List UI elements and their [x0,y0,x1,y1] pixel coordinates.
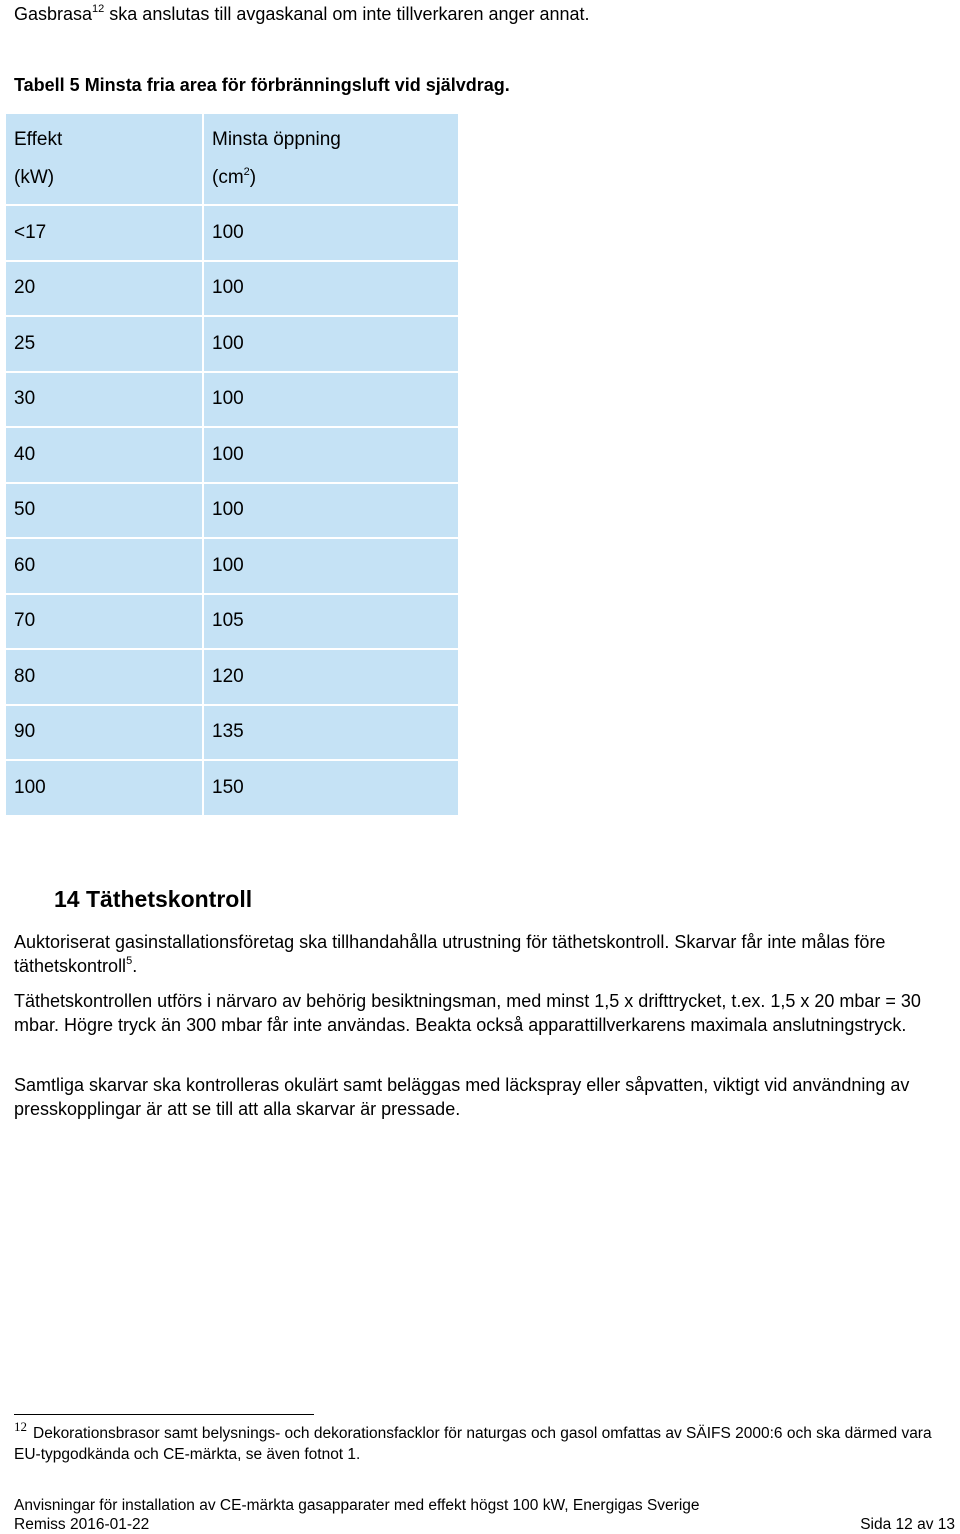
intro-post: ska anslutas till avgaskanal om inte tillverkaren anger annat. [104,4,590,24]
table-row [6,373,460,429]
cell-oppning: 100 [204,317,460,373]
table-row [6,317,460,373]
table-caption: Tabell 5 Minsta fria area för förbränningsluft vid självdrag. [14,75,510,95]
cell-oppning: 135 [204,706,460,762]
cell-oppning: 105 [204,595,460,651]
footer-remiss-date: Remiss 2016-01-22 [14,1516,150,1533]
paragraph-2: Täthetskontrollen utförs i närvaro av behörig besiktningsman, med minst 1,5 x drifttrycket, t.ex. 1,5 x 20 mbar = 30 mbar. Högre tryck än 300 mbar får inte användas. Beakta också apparattillverkarens maximala anslutningstryck. [14,991,921,1035]
header-oppning-label: Minsta öppning [212,129,341,150]
min-area-table [6,114,460,817]
paragraph-1-end: . [132,956,138,976]
paragraph-1 [14,930,944,978]
cell-effekt: 20 [6,262,204,318]
footnote-ref-12[interactable]: 12 [92,3,105,15]
cell-effekt: 70 [6,595,204,651]
header-effekt [6,114,204,206]
cell-oppning: 100 [204,428,460,484]
intro-pre: Gasbrasa [14,4,93,24]
cell-effekt: 100 [6,761,204,817]
table-row [6,595,460,651]
table-row [6,262,460,318]
cell-oppning: 150 [204,761,460,817]
header-oppning [204,114,460,206]
footer-page-number: Sida 12 av 13 [860,1516,955,1533]
cell-oppning: 100 [204,206,460,262]
cell-oppning: 120 [204,650,460,706]
table-header-row [6,114,460,206]
section-heading [54,886,252,913]
header-effekt-unit: (kW) [14,167,55,188]
footnote-text: Dekorationsbrasor samt belysnings- och dekorationsfacklor för naturgas och gasol omfattas av SÄIFS 2000:6 och ska därmed vara EU-typgodkända och CE-märkta, se även fotnot 1. [14,1425,932,1463]
table-row [6,428,460,484]
footnote-divider [14,1414,314,1415]
header-oppning-unit [212,159,458,197]
cell-effekt: <17 [6,206,204,262]
cell-effekt: 80 [6,650,204,706]
table-row [6,206,460,262]
cell-effekt: 25 [6,317,204,373]
cell-effekt: 60 [6,539,204,595]
cell-oppning: 100 [204,262,460,318]
section-number: 14 [54,886,80,912]
cell-oppning: 100 [204,373,460,429]
footer-document-title: Anvisningar för installation av CE-märkta gasapparater med effekt högst 100 kW, Energigas Sverige [14,1497,700,1514]
section-title: Täthetskontroll [85,886,253,912]
footnote-12 [14,1419,959,1465]
unit-post: ) [249,167,257,188]
intro-text [14,4,590,25]
cell-effekt: 40 [6,428,204,484]
unit-sup: 2 [243,166,250,178]
cell-effekt: 90 [6,706,204,762]
cell-oppning: 100 [204,539,460,595]
table-row [6,484,460,540]
footnote-ref-5[interactable]: 5 [126,955,133,967]
table-row [6,539,460,595]
cell-oppning: 100 [204,484,460,540]
table-row [6,706,460,762]
table-row [6,761,460,817]
paragraph-1-text: Auktoriserat gasinstallationsföretag ska tillhandahålla utrustning för täthetskontroll. Skarvar får inte målas före täthetskontroll [14,932,886,976]
paragraph-3: Samtliga skarvar ska kontrolleras okulärt samt beläggas med läckspray eller såpvatten, viktigt vid användning av presskopplingar är att se till att alla skarvar är pressade. [14,1075,910,1119]
table-row [6,650,460,706]
unit-pre: (cm [212,167,244,188]
cell-effekt: 30 [6,373,204,429]
header-effekt-label: Effekt [14,129,63,150]
footnote-mark: 12 [14,1419,27,1434]
cell-effekt: 50 [6,484,204,540]
